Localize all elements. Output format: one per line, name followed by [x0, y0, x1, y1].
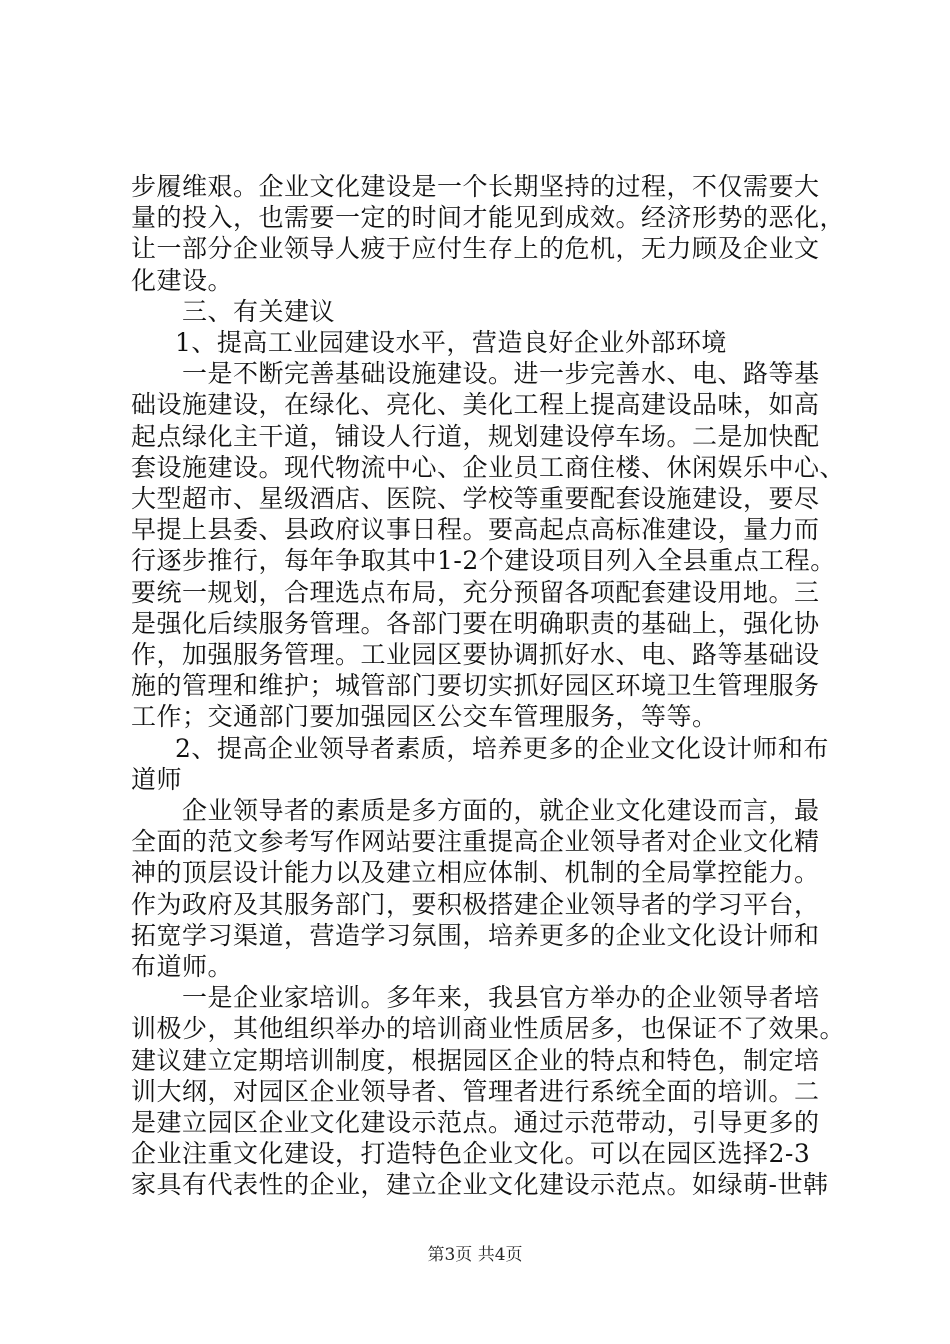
- text-line: 行逐步推行，每年争取其中1-2个建设项目列入全县重点工程。: [131, 546, 836, 576]
- text-line: 一是不断完善基础设施建设。进一步完善水、电、路等基: [182, 359, 820, 389]
- text-line: 建议建立定期培训制度，根据园区企业的特点和特色，制定培: [131, 1045, 820, 1075]
- text-line: 量的投入，也需要一定的时间才能见到成效。经济形势的恶化，: [131, 203, 846, 233]
- subsection-heading-cont: 道师: [131, 764, 183, 794]
- text-line: 企业领导者的素质是多方面的，就企业文化建设而言，最: [182, 796, 820, 825]
- text-line: 家具有代表性的企业，建立企业文化建设示范点。如绿萌-世韩: [131, 1170, 829, 1200]
- text-line: 作，加强服务管理。工业园区要协调抓好水、电、路等基础设: [131, 640, 820, 669]
- text-line: 起点绿化主干道，铺设人行道，规划建设停车场。二是加快配: [131, 421, 820, 451]
- text-line: 是建立园区企业文化建设示范点。通过示范带动，引导更多的: [131, 1108, 820, 1137]
- text-line: 训极少，其他组织举办的培训商业性质居多，也保证不了效果。: [131, 1014, 846, 1044]
- text-line: 布道师。: [131, 952, 234, 981]
- subsection-heading: 2、提高企业领导者素质，培养更多的企业文化设计师和布: [175, 733, 829, 763]
- text-line: 础设施建设，在绿化、亮化、美化工程上提高建设品味，如高: [131, 390, 820, 420]
- text-line: 一是企业家培训。多年来，我县官方举办的企业领导者培: [182, 983, 820, 1013]
- subsection-heading: 1、提高工业园建设水平，营造良好企业外部环境: [175, 328, 727, 357]
- text-line: 训大纲，对园区企业领导者、管理者进行系统全面的培训。二: [131, 1076, 820, 1106]
- text-line: 要统一规划，合理选点布局，充分预留各项配套建设用地。三: [131, 577, 820, 607]
- text-line: 步履维艰。企业文化建设是一个长期坚持的过程，不仅需要大: [131, 172, 820, 201]
- text-line: 早提上县委、县政府议事日程。要高起点高标准建设，量力而: [131, 515, 820, 545]
- text-line: 化建设。: [131, 265, 234, 295]
- section-heading: 三、有关建议: [182, 296, 336, 326]
- text-line: 全面的范文参考写作网站要注重提高企业领导者对企业文化精: [131, 827, 820, 857]
- text-line: 是强化后续服务管理。各部门要在明确职责的基础上，强化协: [131, 608, 820, 638]
- text-line: 神的顶层设计能力以及建立相应体制、机制的全局掌控能力。: [131, 858, 820, 888]
- page-footer: 第3页 共4页: [427, 1245, 523, 1265]
- text-line: 套设施建设。现代物流中心、企业员工商住楼、休闲娱乐中心、: [131, 452, 846, 482]
- text-line: 让一部分企业领导人疲于应付生存上的危机，无力顾及企业文: [131, 234, 820, 264]
- text-line: 工作；交通部门要加强园区公交车管理服务，等等。: [131, 702, 718, 732]
- text-line: 企业注重文化建设，打造特色企业文化。可以在园区选择2-3: [131, 1139, 811, 1169]
- text-line: 作为政府及其服务部门，要积极搭建企业领导者的学习平台，: [131, 889, 820, 919]
- text-line: 大型超市、星级酒店、医院、学校等重要配套设施建设，要尽: [131, 484, 820, 513]
- text-line: 施的管理和维护；城管部门要切实抓好园区环境卫生管理服务: [131, 671, 820, 701]
- text-line: 拓宽学习渠道，营造学习氛围，培养更多的企业文化设计师和: [131, 920, 820, 950]
